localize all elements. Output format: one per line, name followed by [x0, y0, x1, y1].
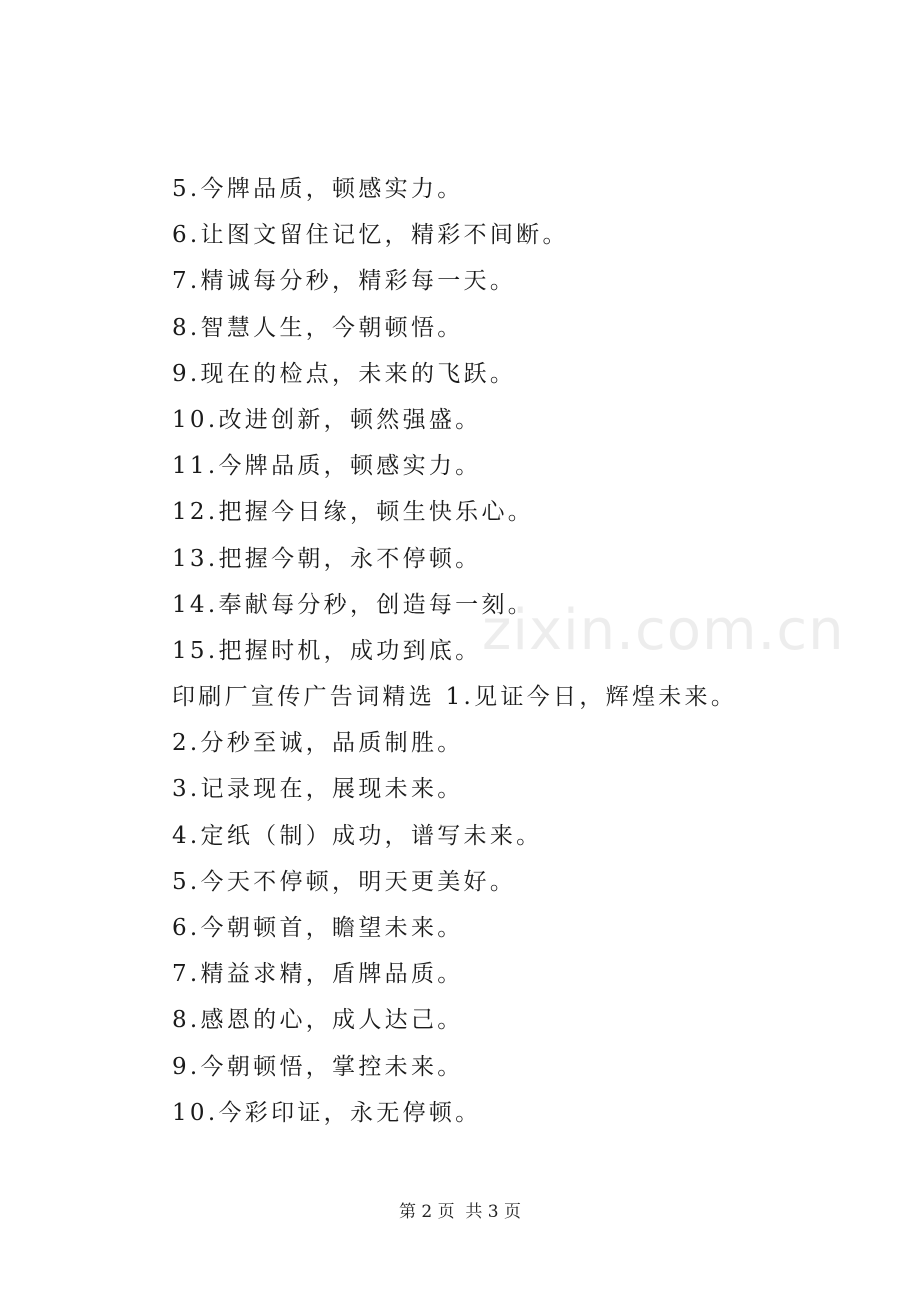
text-line: 15.把握时机，成功到底。 [172, 637, 482, 664]
text-line: 8.感恩的心，成人达己。 [172, 1007, 464, 1034]
text-line: 2.分秒至诚，品质制胜。 [172, 730, 464, 757]
text-line: 10.今彩印证，永无停顿。 [172, 1099, 482, 1126]
text-line: 5.今牌品质，顿感实力。 [172, 176, 464, 202]
section-heading-line: 印刷厂宣传广告词精选 1.见证今日，辉煌未来。 [172, 684, 738, 711]
text-line: 8.智慧人生，今朝顿悟。 [172, 314, 464, 341]
text-line: 6.让图文留住记忆，精彩不间断。 [172, 222, 569, 249]
page-footer: 第 2 页 共 3 页 [398, 1202, 522, 1222]
text-line: 11.今牌品质，顿感实力。 [172, 453, 482, 480]
text-line: 4.定纸（制）成功，谱写未来。 [172, 822, 543, 849]
text-line: 9.现在的检点，未来的飞跃。 [172, 360, 517, 387]
text-line: 13.把握今朝，永不停顿。 [172, 545, 482, 572]
text-line: 3.记录现在，展现未来。 [172, 776, 464, 803]
text-line: 14.奉献每分秒，创造每一刻。 [172, 591, 535, 618]
text-line: 7.精益求精，盾牌品质。 [172, 961, 464, 988]
watermark: zixin.com.cn [482, 598, 845, 663]
text-line: 6.今朝顿首，瞻望未来。 [172, 915, 464, 941]
text-line: 5.今天不停顿，明天更美好。 [172, 868, 517, 895]
text-line: 7.精诚每分秒，精彩每一天。 [172, 268, 517, 295]
text-line: 9.今朝顿悟，掌控未来。 [172, 1053, 464, 1080]
text-line: 10.改进创新，顿然强盛。 [172, 406, 482, 433]
text-line: 12.把握今日缘，顿生快乐心。 [172, 499, 535, 526]
